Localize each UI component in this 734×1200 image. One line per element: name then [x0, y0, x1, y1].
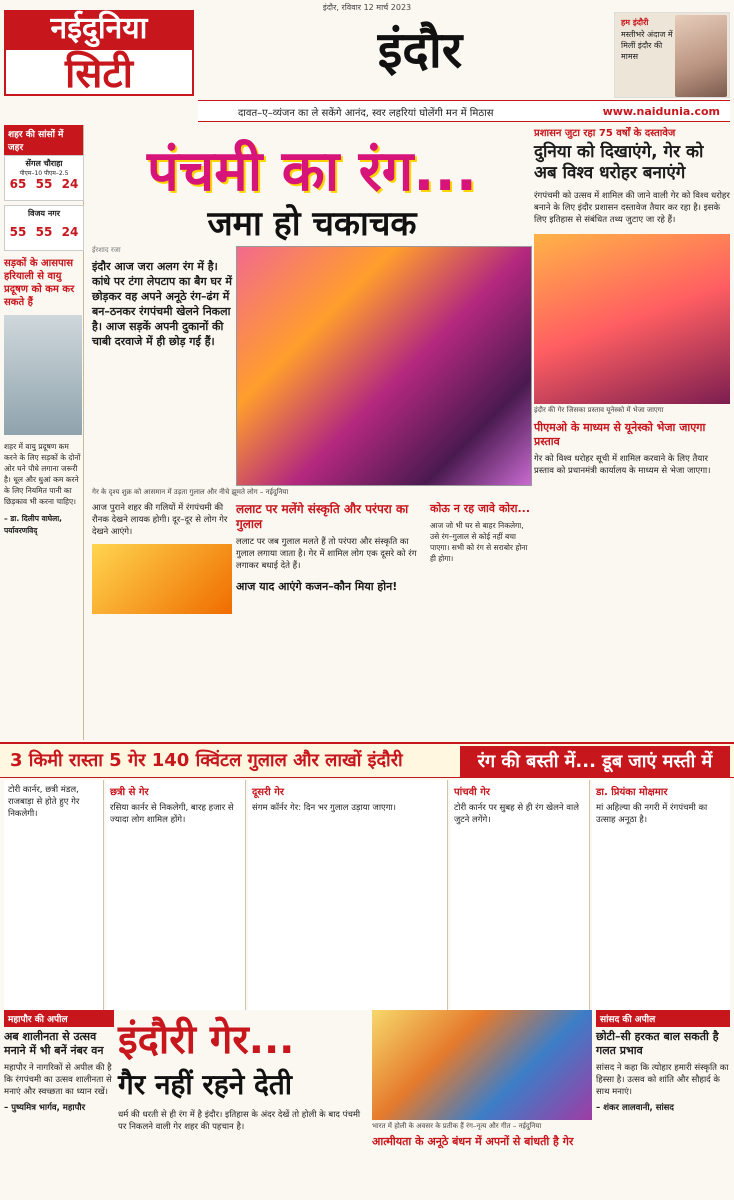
right-body: रंगपंचमी को उत्सव में शामिल की जाने वाली गेर को विश्व धरोहर बनाने के लिए इंदौर प्रशासन दस्तावेज तैयार कर रहा है। इसके लिए इतिहास से संबंधित तथ्य जुटाए जा रहे हैं।: [534, 191, 730, 225]
bottom-right-byline: – शंकर लालवानी, सांसद: [596, 1103, 674, 1113]
bottom-left: [4, 1010, 114, 1200]
promo-box[interactable]: [614, 12, 730, 98]
column-5-body: मां अहिल्या की नगरी में रंगपंचमी का उत्साह अनूठा है।: [596, 803, 708, 825]
middle-story-right: [430, 502, 532, 737]
bottom-right-body: सांसद ने कहा कि त्योहार हमारी संस्कृति का हिस्सा है। उत्सव को शांति और सौहार्द के साथ मनाएं।: [596, 1063, 729, 1097]
right-sub-headline: पीएमओ के माध्यम से यूनेस्को भेजा जाएगा प्रस्ताव: [534, 421, 706, 448]
column-2-title: छत्री से गेर: [110, 787, 149, 798]
hero-photo: [236, 246, 532, 486]
promo-photo: [675, 15, 727, 97]
middle-left-body: आज पुराने शहर की गलियों में रंगपंचमी की रौनक देखने लायक होगी। दूर–दूर से लोग गेर देखने आएंगे।: [92, 503, 228, 537]
bottom-left-headline: अब शालीनता से उत्सव मनाने में भी बनें नंबर वन: [4, 1030, 104, 1057]
hero-title: [92, 139, 532, 244]
left-byline: – डा. दिलीप वाघेला, पर्यावरणविद्: [4, 514, 63, 535]
promo-text: मस्तीभरे अंदाज में मिलीं इंदौर की मामस: [621, 30, 673, 61]
aqi-value: 55: [35, 177, 53, 191]
pollution-photo: [4, 315, 82, 435]
station-name: विजय नगर: [27, 209, 61, 218]
column-5: [592, 780, 730, 1010]
column-3: [248, 780, 448, 1010]
bottom-right-kicker: सांसद की अपील: [596, 1010, 730, 1027]
hero-intro: [92, 246, 232, 349]
logo-bottom: सिटी: [4, 48, 194, 96]
middle-body-1: ललाट पर जब गुलाल मलते हैं तो परंपरा और संस्कृति का गुलाल लगाया जाता है। गेर में शामिल लोग एक दूसरे को रंग लगाकर बधाई देते हैं।: [236, 537, 417, 571]
dateline: इंदौर, रविवार 12 मार्च 2023: [322, 3, 412, 12]
bottom-left-body: महापौर ने नागरिकों से अपील की है कि रंगपंचमी का उत्सव शालीनता से मनाएं और स्वच्छता का ध्यान रखें।: [4, 1063, 112, 1097]
hero-kicker: ईरशाद रजा: [92, 246, 121, 254]
hero-line1: पंचमी का रंग...: [146, 139, 478, 204]
site-url-link[interactable]: www.naidunia.com: [602, 105, 720, 118]
aqi-values: [5, 177, 83, 191]
bottom-headline-3: आत्मीयता के अनूठे बंधन में अपनों से बांधती है गेर: [372, 1135, 574, 1148]
hero-line2: जमा हो चकाचक: [207, 204, 417, 244]
left-column: [4, 125, 84, 740]
strip-banner: रंग की बस्ती में... डूब जाएं मस्ती में: [460, 746, 730, 778]
tagline-text: दावत–ए–व्यंजन का ले सकेंगे आनंद, स्वर लहरियां घोलेंगी मन में मिठास: [238, 108, 494, 119]
column-5-title: डा. प्रियंका मोक्षमार: [596, 787, 668, 798]
aqi-box-1: [4, 155, 84, 201]
right-photo: [534, 234, 730, 404]
column-4: [450, 780, 590, 1010]
station-sub: पीएम–10 पीएम–2.5: [19, 170, 69, 177]
right-kicker: प्रशासन जुटा रहा 75 वर्षों के दस्तावेज: [534, 128, 676, 139]
middle-body-3: आज जो भी घर से बाहर निकलेगा, उसे रंग–गुलाल से कोई नहीं बचा पाएगा। सभी को रंग से सराबोर होना ही होगा।: [430, 521, 528, 563]
bottom-center: [118, 1010, 368, 1200]
aqi-values: [5, 225, 83, 239]
bottom-right: [596, 1010, 730, 1200]
aqi-value: 24: [61, 177, 79, 191]
right-photo-caption: इंदौर की गेर जिसका प्रस्ताव यूनेस्को में भेजा जाएगा: [534, 406, 664, 414]
aqi-value: 24: [61, 225, 79, 239]
logo-top: नईदुनिया: [4, 10, 194, 48]
city-title: इंदौर: [377, 21, 463, 79]
left-headline: सड़कों के आसपास हरियाली से वायु प्रदूषण को कम कर सकते हैं: [4, 258, 75, 308]
aqi-value: 55: [35, 225, 53, 239]
column-3-body: संगम कॉर्नर गेर: दिन भर गुलाल उड़ाया जाएगा।: [252, 803, 396, 813]
left-section-head: शहर की सांसों में जहर: [4, 125, 83, 155]
bottom-title: इंदौरी गेर...: [118, 1017, 295, 1063]
station-name: सेंगल चौराहा: [25, 159, 63, 168]
bottom-photo: [372, 1010, 592, 1120]
column-2-body: रसिया कार्नर से निकलेगी, बारह हजार से ज्यादा लोग शामिल होंगे।: [110, 803, 234, 825]
aqi-box-2: [4, 205, 84, 251]
left-body: शहर में वायु प्रदूषण कम करने के लिए सड़कों के दोनों ओर घने पौधे लगाना जरूरी है। धूल और धुआं कम करने के लिए नियमित पानी का छिड़काव भी करना चाहिए।: [4, 442, 81, 506]
right-column: [534, 125, 730, 740]
hero-caption: गेर के दृश्य शुक्र को आसमान में उड़ता गुलाल और नीचे झूमते लोग – नईदुनिया: [92, 488, 289, 496]
bottom-center-body: धर्म की धरती से ही रंग में है इंदौर। इतिहास के अंदर देखें तो होली के बाद पंचमी पर निकलने वाली गेर शहर की पहचान है।: [118, 1110, 361, 1132]
middle-headline-3: कोऊ न रह जावे कोरा...: [430, 502, 531, 515]
aqi-value: 55: [9, 225, 27, 239]
column-4-body: टोरी कार्नर पर सुबह से ही रंग खेलने वाले जुटने लगेंगे।: [454, 803, 579, 825]
column-1: [4, 780, 104, 1010]
middle-story-center: [236, 502, 426, 737]
column-2: [106, 780, 246, 1010]
middle-strip: [0, 742, 734, 778]
right-headline: दुनिया को दिखाएंगे, गेर को अब विश्व धरोहर बनाएंगे: [534, 142, 704, 183]
middle-left-photo: [92, 544, 232, 614]
bottom-subtitle: गैर नहीं रहने देती: [118, 1068, 293, 1101]
column-3-title: दूसरी गेर: [252, 787, 284, 798]
column-4-title: पांचवी गेर: [454, 787, 490, 798]
right-sub-body: गेर को विश्व धरोहर सूची में शामिल करवाने के लिए तैयार प्रस्ताव को प्रधानमंत्री कार्यालय के माध्यम से भेजा जाएगा।: [534, 454, 711, 476]
bottom-right-headline: छोटी–सी हरकत बाल सकती है गलत प्रभाव: [596, 1030, 719, 1057]
middle-story-left: [92, 502, 232, 737]
bottom-left-byline: – पुष्यमित्र भार्गव, महापौर: [4, 1103, 86, 1113]
middle-headline-2: आज याद आएंगे कजन–कौन मिया होन!: [236, 580, 398, 593]
tagline-bar: [198, 100, 730, 122]
bottom-left-kicker: महापौर की अपील: [4, 1010, 114, 1027]
masthead-logo: [4, 10, 194, 96]
middle-headline-1: ललाट पर मलेंगे संस्कृति और परंपरा का गुलाल: [236, 502, 409, 531]
promo-label: हम इंदौरी: [621, 18, 649, 27]
hero-intro-text: इंदौर आज जरा अलग रंग में है। कांधे पर टंगा लेपटाप का बैग घर में छोड़कर वह अपने अनूठे रंग–ढंग में बन–ठनकर रंगपंचमी खेलने निकला है। आज सड़कें अपनी दुकानों की चाबी दरवाजे में ही छोड़ गई हैं।: [92, 260, 232, 348]
strip-title: 3 किमी रास्ता 5 गेर 140 क्विंटल गुलाल और लाखों इंदौरी: [10, 750, 403, 771]
aqi-value: 65: [9, 177, 27, 191]
bottom-photo-block: [372, 1010, 592, 1200]
bottom-photo-caption: भारत में होली के अवसर के प्रतीक हैं रंग–नृत्य और गीत – नईदुनिया: [372, 1122, 542, 1130]
column-1-body: टोरी कार्नर, छत्री मंडल, राजबाड़ा से होते हुए गेर निकलेगी।: [8, 785, 80, 819]
